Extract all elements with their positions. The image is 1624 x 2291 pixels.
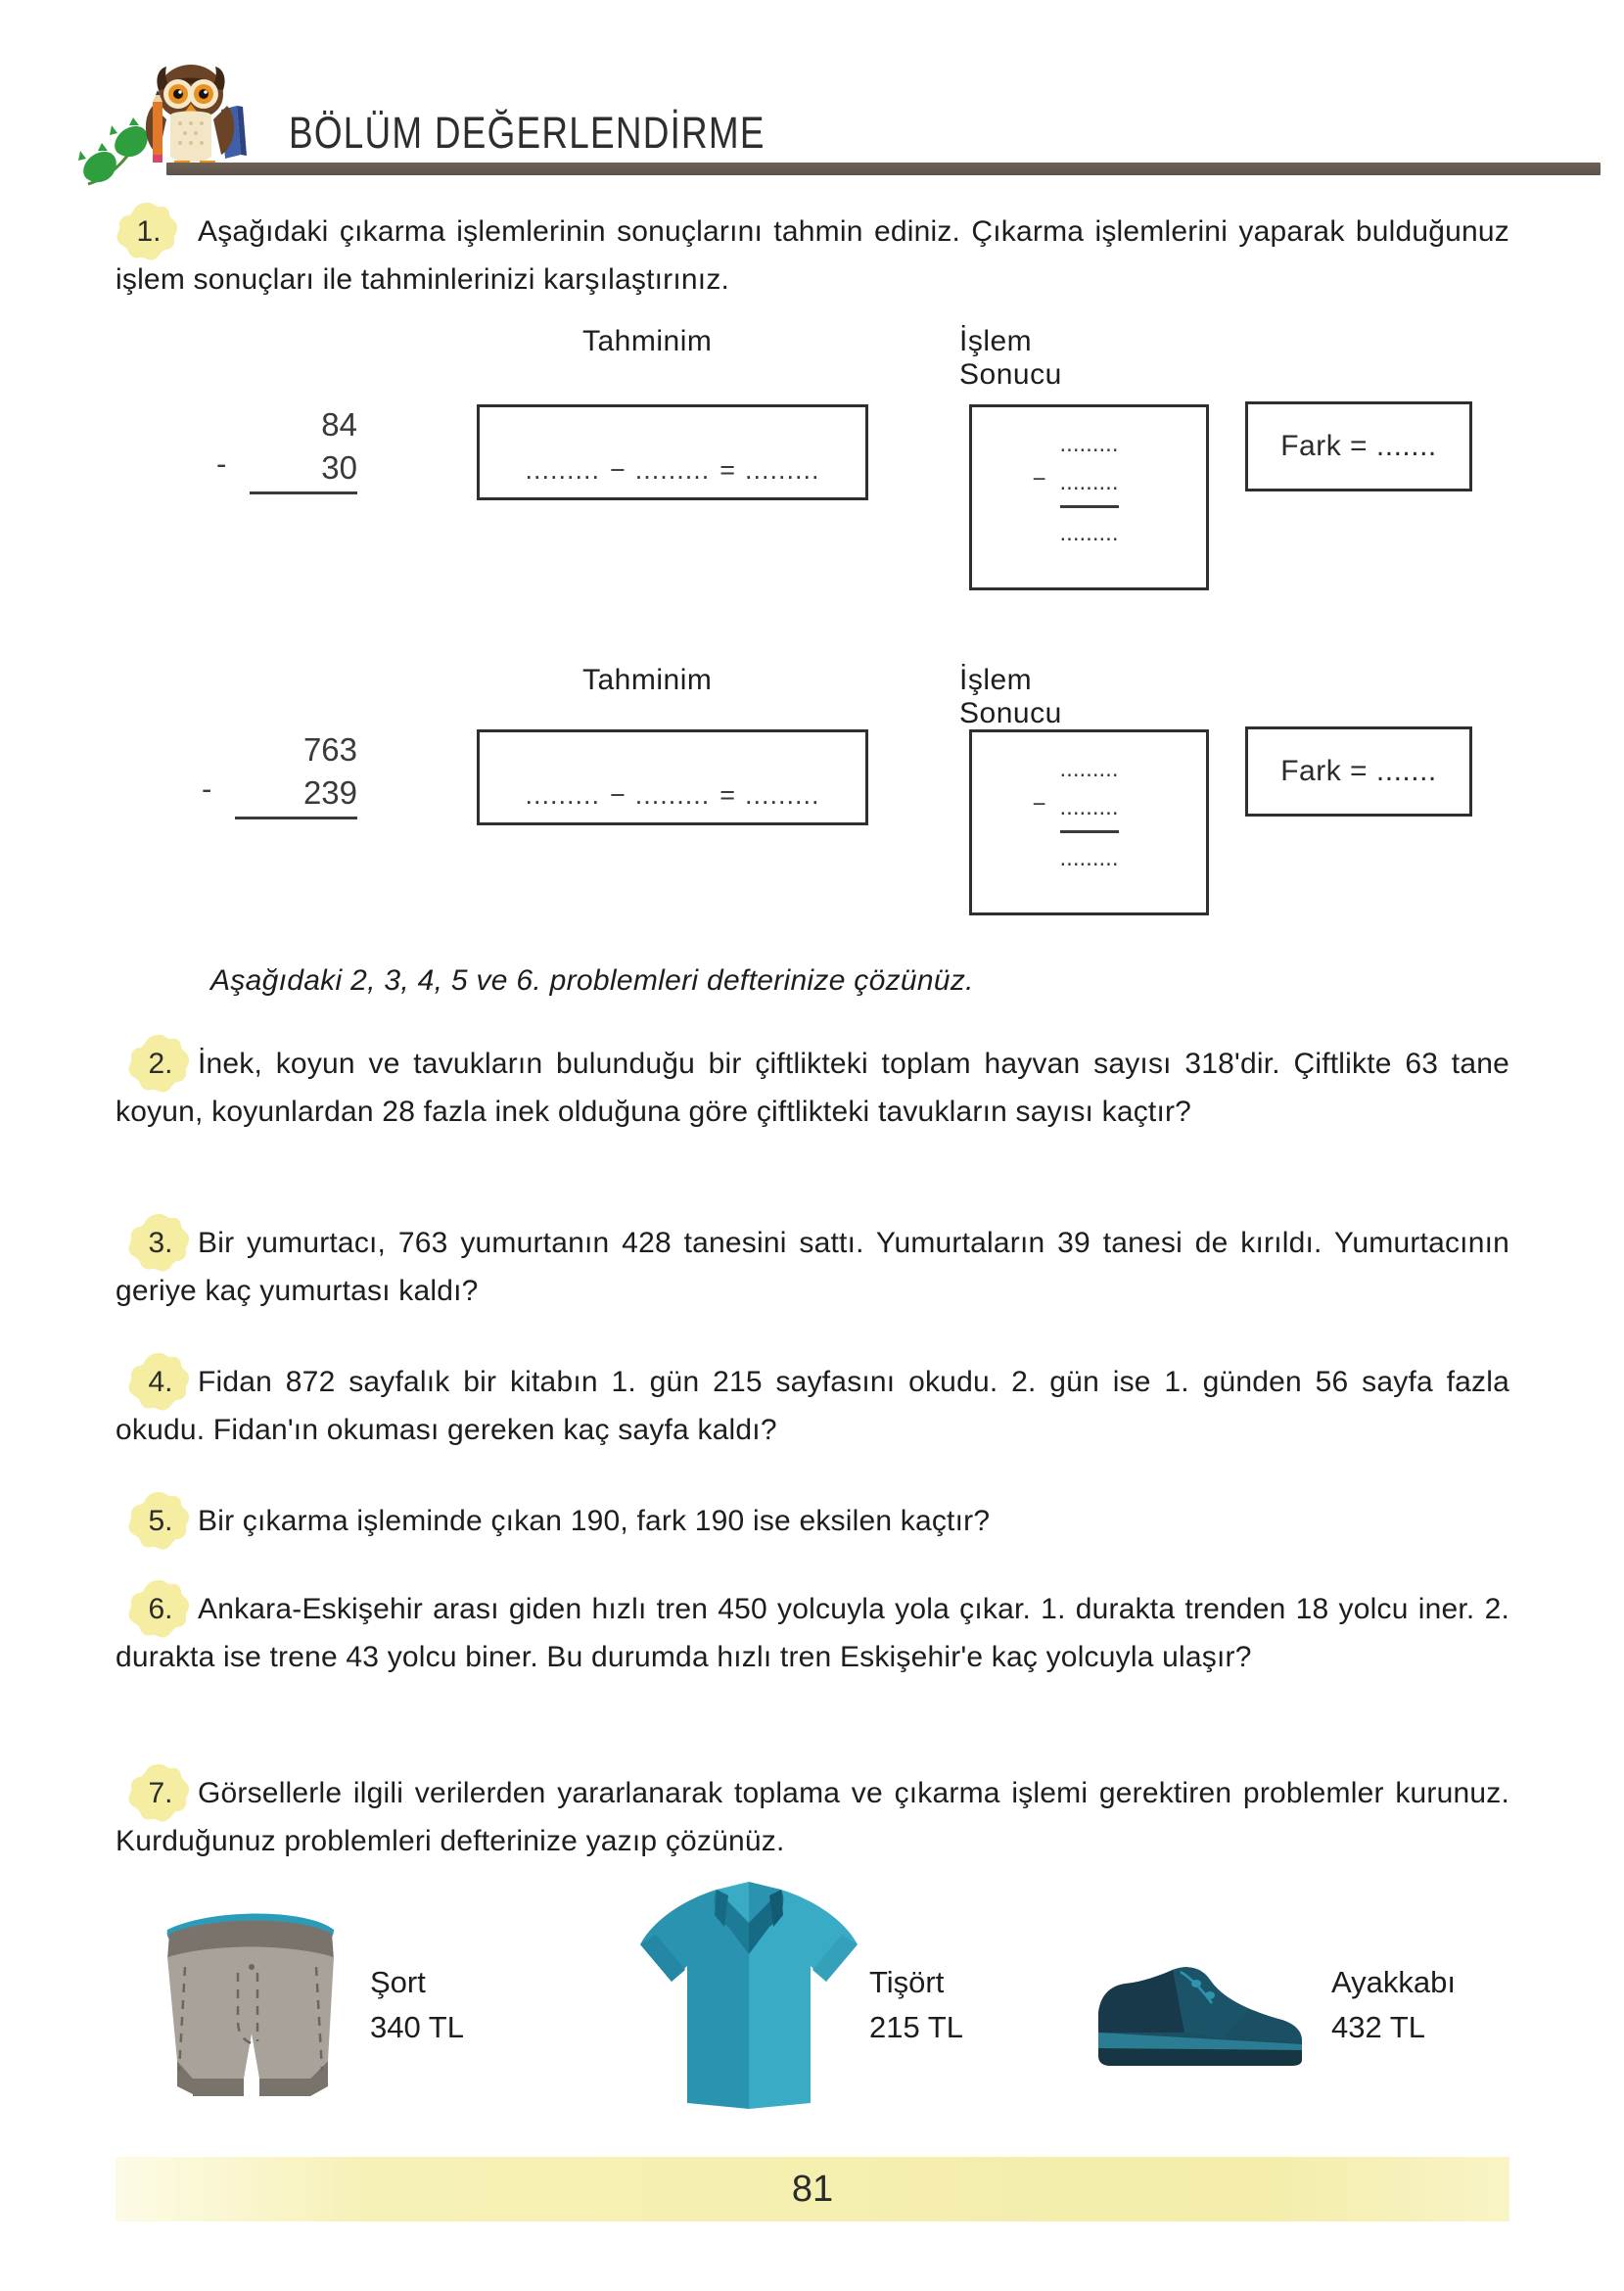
- page-footer: [116, 2157, 1509, 2221]
- question-badge-2: [127, 1033, 192, 1098]
- question-text-4: [116, 1358, 1509, 1454]
- result-minus-1: −: [1032, 466, 1046, 492]
- question-body: Bir çıkarma işleminde çıkan 190, fark 190 ise eksilen kaçtır?: [198, 1505, 991, 1537]
- estimate-blank-c-1: .........: [745, 455, 820, 485]
- question-number: 2.: [148, 1048, 173, 1080]
- question-number: 6.: [148, 1593, 173, 1625]
- product-label-shoe: [1331, 1960, 1456, 2050]
- subtraction-rule-1: [250, 491, 357, 494]
- product-name-shorts: Şort: [370, 1965, 426, 1999]
- estimate-blank-b-1: .........: [634, 455, 711, 485]
- result-stack-1: [1032, 425, 1119, 552]
- question-body: Aşağıdaki çıkarma işlemlerinin sonuçlarını tahmin ediniz. Çıkarma işlemlerini yaparak bulduğunuz işlem sonuçları ile tahminlerinizi karşılaştırınız.: [116, 215, 1509, 296]
- minus-sign-1: -: [216, 446, 227, 481]
- question-badge-7: [127, 1762, 192, 1827]
- subtrahend-2: 239: [302, 774, 357, 811]
- estimate-label-1: Tahminim: [582, 325, 713, 357]
- result-stack-2: [1032, 750, 1119, 877]
- subtraction-rule-2: [235, 817, 357, 819]
- question-text-2: [116, 1040, 1509, 1136]
- estimate-minus-2: −: [609, 780, 626, 810]
- estimate-blank-b-2: .........: [634, 780, 711, 810]
- question-number: 1.: [136, 215, 162, 248]
- result-minus-2: −: [1032, 791, 1046, 818]
- page-number: 81: [791, 2168, 834, 2210]
- estimate-minus-1: −: [609, 455, 626, 485]
- product-price-shoe: 432 TL: [1331, 2010, 1425, 2044]
- result-bottom-blank-2: .........: [1059, 845, 1119, 871]
- subtrahend-row-2: [202, 771, 357, 815]
- question-body: Ankara-Eskişehir arası giden hızlı tren 450 yolcuyla yola çıkar. 1. durakta trenden 18 yolcu iner. 2. durakta ise trene 43 yolcu biner. Bu durumda hızlı tren Eskişehir'e kaç yolcuyla ulaşır?: [116, 1593, 1509, 1673]
- page-header: [0, 0, 1624, 186]
- product-shorts: [142, 1904, 367, 2115]
- result-box-2[interactable]: [969, 729, 1209, 915]
- product-label-tshirt: [869, 1960, 963, 2050]
- tshirt-icon: [626, 1872, 871, 2117]
- difference-box-1[interactable]: [1245, 401, 1472, 491]
- result-bottom-blank-1: .........: [1059, 520, 1119, 546]
- difference-text-2: Fark = .......: [1280, 755, 1437, 787]
- result-label-2: İşlem Sonucu: [959, 664, 1062, 729]
- minus-sign-2: -: [202, 771, 212, 806]
- estimate-equals-2: =: [719, 780, 736, 810]
- header-divider: [166, 163, 1601, 175]
- vertical-subtraction-1: [216, 403, 357, 494]
- question-text-5: [116, 1497, 1509, 1545]
- shorts-icon: [142, 1904, 367, 2110]
- question-number: 7.: [148, 1777, 173, 1809]
- question-number: 5.: [148, 1505, 173, 1537]
- minuend-1: 84: [321, 406, 357, 443]
- question-text-6: [116, 1585, 1509, 1681]
- estimate-blank-a-1: .........: [525, 455, 600, 485]
- owl-icon: [98, 61, 294, 178]
- product-name-tshirt: Tişört: [869, 1965, 945, 1999]
- question-body: İnek, koyun ve tavukların bulunduğu bir çiftlikteki toplam hayvan sayısı 318'dir. Çiftlikte 63 tane koyun, koyunlardan 28 fazla inek olduğuna göre çiftlikteki tavukların sayısı kaçtır?: [116, 1048, 1509, 1128]
- question-badge-1: [116, 201, 180, 265]
- result-top-blank-1: .........: [1059, 431, 1119, 457]
- question-body: Bir yumurtacı, 763 yumurtanın 428 tanesini sattı. Yumurtaların 39 tanesi de kırıldı. Yumurtacının geriye kaç yumurtası kaldı?: [116, 1227, 1509, 1307]
- product-price-tshirt: 215 TL: [869, 2010, 963, 2044]
- estimate-label-2: Tahminim: [582, 664, 713, 696]
- result-mid-row-2: [1032, 788, 1119, 826]
- question-text-7: [116, 1769, 1509, 1865]
- question-number: 4.: [148, 1366, 173, 1398]
- estimate-equals-1: =: [719, 455, 736, 485]
- instruction-note: Aşağıdaki 2, 3, 4, 5 ve 6. problemleri defterinize çözünüz.: [210, 964, 974, 997]
- question-badge-6: [127, 1578, 192, 1643]
- result-box-1[interactable]: [969, 404, 1209, 590]
- question-text-3: [116, 1219, 1509, 1315]
- product-shoe: [1087, 1948, 1322, 2081]
- subtrahend-row-1: [216, 446, 357, 490]
- estimate-blank-c-2: .........: [745, 780, 820, 810]
- result-mid-blank-2: .........: [1059, 794, 1119, 820]
- result-label-1: İşlem Sonucu: [959, 325, 1062, 391]
- result-mid-blank-1: .........: [1059, 469, 1119, 495]
- result-rule-2: [1059, 830, 1118, 833]
- shoe-icon: [1087, 1948, 1322, 2076]
- product-price-shorts: 340 TL: [370, 2010, 464, 2044]
- result-mid-row-1: [1032, 463, 1119, 501]
- result-rule-1: [1059, 505, 1118, 508]
- estimate-box-2[interactable]: [477, 729, 868, 825]
- estimate-box-1[interactable]: [477, 404, 868, 500]
- difference-text-1: Fark = .......: [1280, 430, 1437, 462]
- page-title: BÖLÜM DEĞERLENDİRME: [289, 108, 766, 158]
- question-badge-5: [127, 1490, 192, 1555]
- product-name-shoe: Ayakkabı: [1331, 1965, 1456, 1999]
- product-tshirt: [626, 1872, 871, 2122]
- question-number: 3.: [148, 1227, 173, 1259]
- estimate-blank-a-2: .........: [525, 780, 600, 810]
- product-label-shorts: [370, 1960, 464, 2050]
- difference-box-2[interactable]: [1245, 726, 1472, 817]
- question-badge-3: [127, 1212, 192, 1277]
- question-badge-4: [127, 1351, 192, 1416]
- vertical-subtraction-2: [202, 728, 357, 819]
- result-top-blank-2: .........: [1059, 756, 1119, 782]
- minuend-2: 763: [302, 731, 357, 768]
- question-body: Görsellerle ilgili verilerden yararlanarak toplama ve çıkarma işlemi gerektiren problemler kurunuz. Kurduğunuz problemleri defterinize yazıp çözünüz.: [116, 1777, 1509, 1857]
- question-body: Fidan 872 sayfalık bir kitabın 1. gün 215 sayfasını okudu. 2. gün ise 1. günden 56 sayfa fazla okudu. Fidan'ın okuması gereken kaç sayfa kaldı?: [116, 1366, 1509, 1446]
- subtrahend-1: 30: [321, 449, 357, 486]
- question-text-1: [116, 208, 1509, 304]
